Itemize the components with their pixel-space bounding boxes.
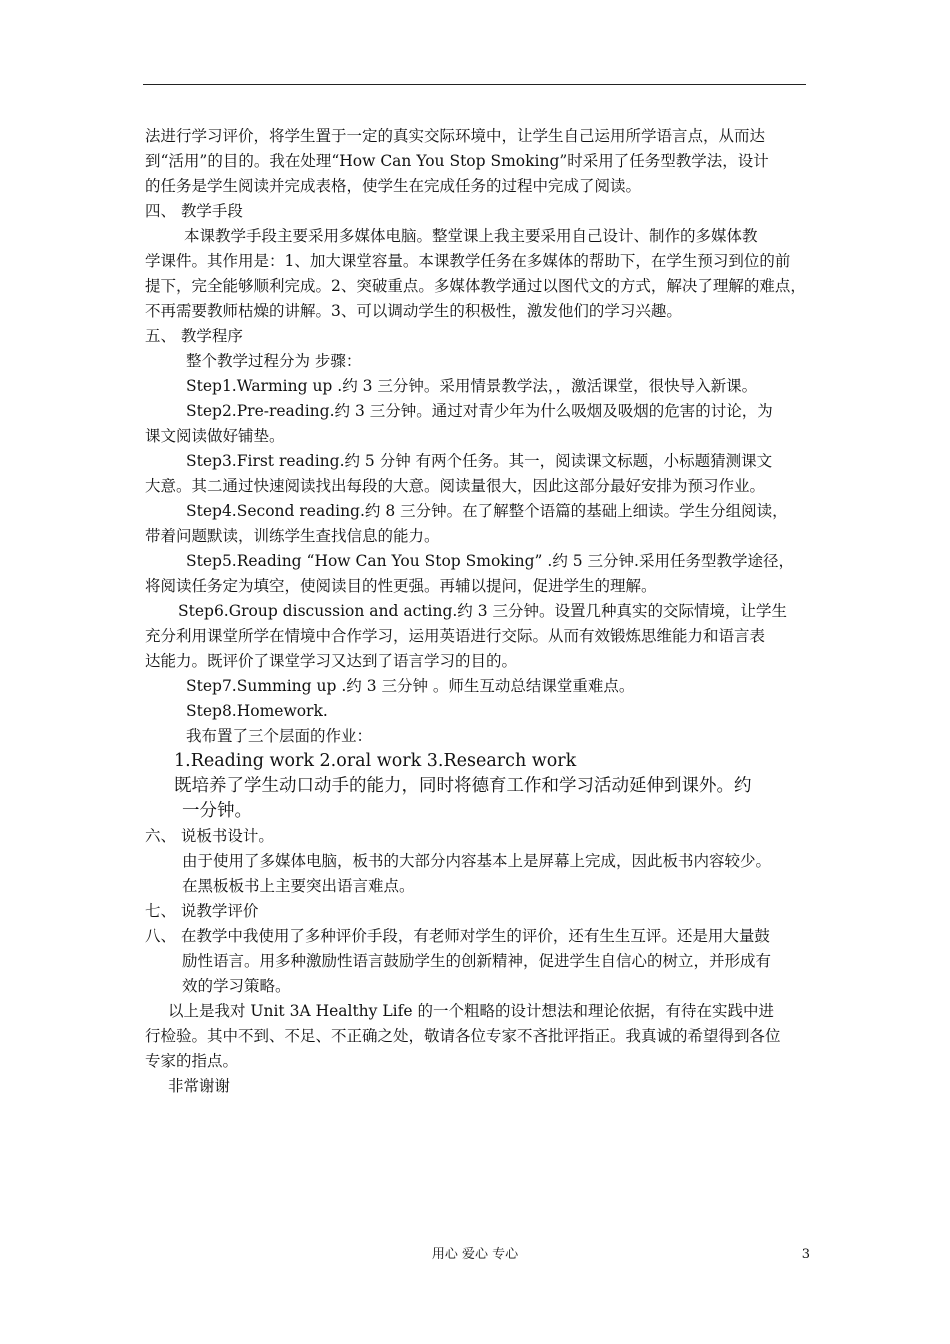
step-line: Step6.Group discussion and acting.约 3 三分钟。设置几种真实的交际情境，让学生: [178, 602, 788, 620]
step-line: Step8.Homework.: [186, 702, 328, 720]
paragraph-line: 带着问题默读，训练学生查找信息的能力。: [145, 527, 440, 545]
paragraph-line: 提下，完全能够顺利完成。2、突破重点。多媒体教学通过以图代文的方式，解决了理解的难点，: [145, 277, 806, 295]
step-line: Step1.Warming up .约 3 三分钟。采用情景教学法，，激活课堂，很快导入新课。: [186, 377, 758, 395]
step-line: Step7.Summing up .约 3 三分钟 。师生互动总结课堂重难点。: [186, 677, 635, 695]
paragraph-line: 我布置了三个层面的作业：: [186, 727, 373, 745]
paragraph-line: 充分利用课堂所学在情境中合作学习，运用英语进行交际。从而有效锻炼思维能力和语言表: [145, 627, 766, 645]
closing-line: 非常谢谢: [168, 1077, 231, 1095]
paragraph-line: 由于使用了多媒体电脑，板书的大部分内容基本上是屏幕上完成，因此板书内容较少。: [182, 852, 772, 870]
paragraph-line: 大意。其二通过快速阅读找出每段的大意。阅读量很大，因此这部分最好安排为预习作业。: [145, 477, 766, 495]
paragraph-line: 课文阅读做好铺垫。: [145, 427, 285, 445]
section-heading: 八、 在教学中我使用了多种评价手段，有老师对学生的评价，还有生生互评。还是用大量鼓: [145, 927, 770, 945]
step-line: Step3.First reading.约 5 分钟 有两个任务。其一，阅读课文标题，小标题猜测课文: [186, 452, 773, 470]
paragraph-line: 行检验。其中不到、不足、不正确之处，敬请各位专家不吝批评指正。我真诚的希望得到各位: [145, 1027, 781, 1045]
section-heading: 四、 教学手段: [145, 202, 243, 220]
paragraph-line: 学课件。其作用是：1、加大课堂容量。本课教学任务在多媒体的帮助下，在学生预习到位的前: [145, 252, 791, 270]
footer-motto: 用心 爱心 专心: [431, 1247, 519, 1262]
step-line: Step5.Reading “How Can You Stop Smoking” .约 5 三分钟.采用任务型教学途径，: [186, 552, 794, 570]
paragraph-line: 将阅读任务定为填空，使阅读目的性更强。再辅以提问，促进学生的理解。: [145, 577, 657, 595]
paragraph-line: 不再需要教师枯燥的讲解。3、可以调动学生的积极性，激发他们的学习兴趣。: [145, 302, 682, 320]
section-heading: 七、 说教学评价: [145, 902, 259, 920]
header-rule: [143, 84, 806, 85]
paragraph-line: 励性语言。用多种激励性语言鼓励学生的创新精神，促进学生自信心的树立，并形成有: [182, 952, 772, 970]
paragraph-line: 整个教学过程分为 步骤：: [186, 352, 362, 370]
step-line: Step4.Second reading.约 8 三分钟。在了解整个语篇的基础上细读。学生分组阅读，: [186, 502, 788, 520]
paragraph-line: 既培养了学生动口动手的能力，同时将德育工作和学习活动延伸到课外。约: [174, 776, 752, 796]
homework-list: 1.Reading work 2.oral work 3.Research work: [174, 751, 577, 771]
paragraph-line: 一分钟。: [182, 801, 252, 821]
paragraph-line: 专家的指点。: [145, 1052, 239, 1070]
paragraph-line: 本课教学手段主要采用多媒体电脑。整堂课上我主要采用自己设计、制作的多媒体教: [184, 227, 758, 245]
step-line: Step2.Pre-reading.约 3 三分钟。通过对青少年为什么吸烟及吸烟的危害的讨论，为: [186, 402, 773, 420]
section-heading: 六、 说板书设计。: [145, 827, 274, 845]
paragraph-line: 效的学习策略。: [182, 977, 291, 995]
paragraph-line: 以上是我对 Unit 3A Healthy Life 的一个粗略的设计想法和理论依据，有待在实践中进: [168, 1002, 774, 1020]
section-heading: 五、 教学程序: [145, 327, 243, 345]
paragraph-line: 在黑板板书上主要突出语言难点。: [182, 877, 415, 895]
paragraph-line: 法进行学习评价，将学生置于一定的真实交际环境中，让学生自己运用所学语言点，从而达: [145, 127, 766, 145]
paragraph-line: 到“活用”的目的。我在处理“How Can You Stop Smoking”时采用了任务型教学法，设计: [145, 152, 769, 170]
page-number: 3: [801, 1247, 810, 1262]
paragraph-line: 的任务是学生阅读并完成表格，使学生在完成任务的过程中完成了阅读。: [145, 177, 642, 195]
paragraph-line: 达能力。既评价了课堂学习又达到了语言学习的目的。: [145, 652, 518, 670]
